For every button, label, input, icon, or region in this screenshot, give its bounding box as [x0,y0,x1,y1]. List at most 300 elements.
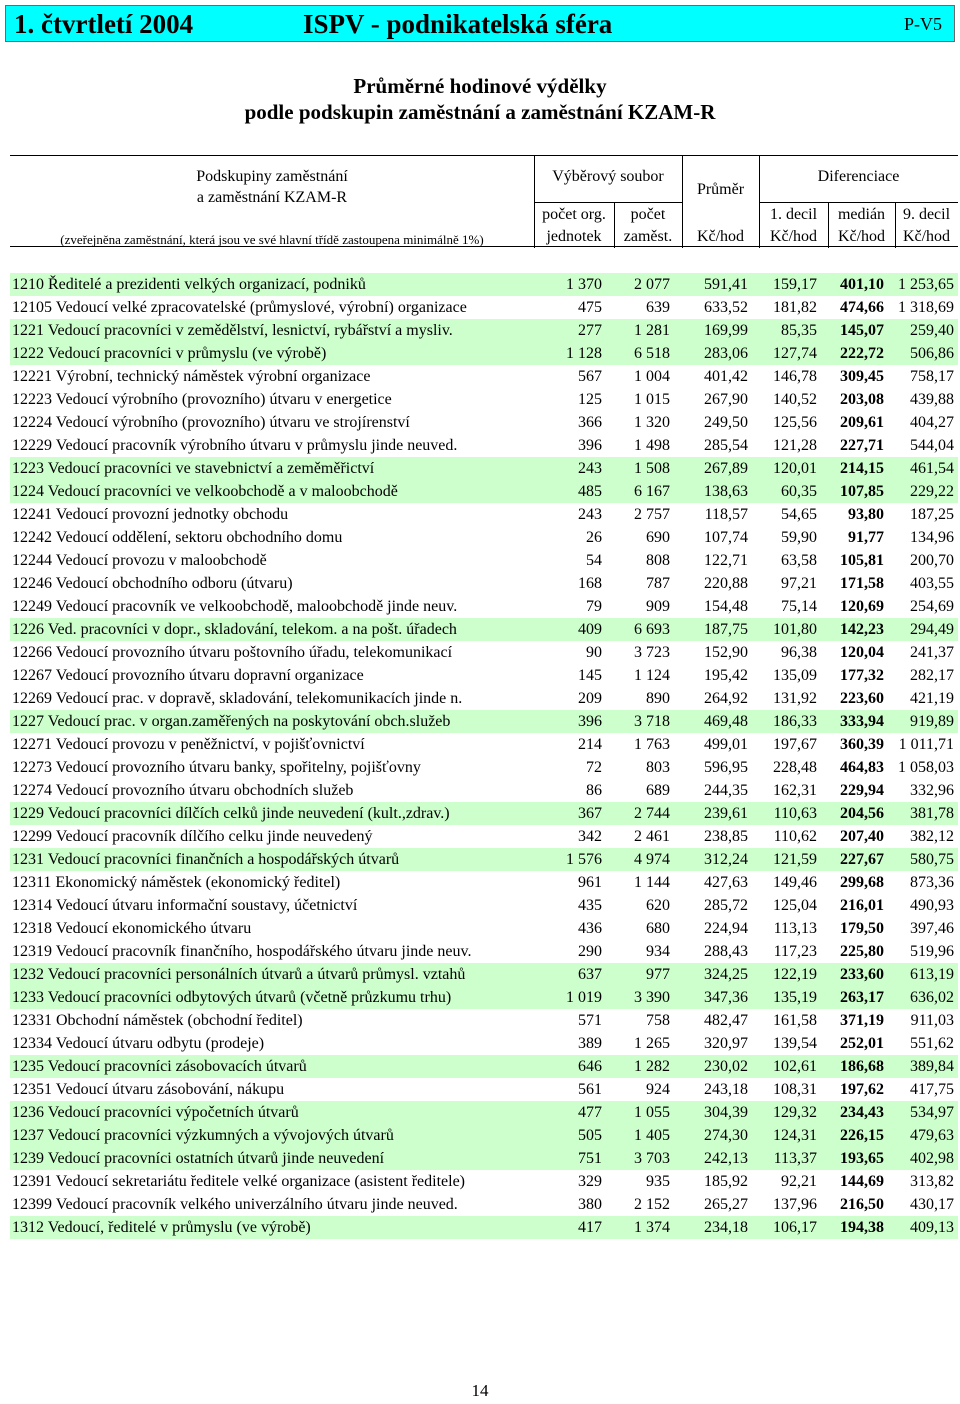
row-emp-count: 808 [646,552,670,569]
row-org-count: 209 [578,690,602,707]
row-org-count: 417 [578,1219,602,1236]
banner-code: P-V5 [903,14,942,34]
table-row [10,986,958,1009]
row-name: 1235 Vedoucí pracovníci zásobovacích útvarů [12,1058,307,1075]
row-emp-count: 787 [646,575,670,592]
row-decile-1: 113,37 [773,1150,817,1167]
row-decile-9: 381,78 [910,805,954,822]
row-name: 12351 Vedoucí útvaru zásobování, nákupu [12,1081,285,1098]
table-row [10,963,958,986]
row-median: 120,04 [840,644,884,661]
row-org-count: 561 [578,1081,602,1098]
header-differentiation: Diferenciace [817,168,900,185]
row-average: 401,42 [704,368,748,385]
table-row [10,388,958,411]
row-name: 12224 Vedoucí výrobního (provozního) útvaru ve strojírenství [12,414,410,431]
table-row [10,641,958,664]
row-name: 12319 Vedoucí pracovník finančního, hospodářského útvaru jinde neuv. [12,943,472,960]
row-decile-1: 197,67 [773,736,817,753]
row-median: 222,72 [840,345,884,362]
row-org-count: 1 576 [566,851,602,868]
table-row [10,526,958,549]
row-name: 12269 Vedoucí prac. v dopravě, skladování, telekomunikacích jinde n. [12,690,463,707]
row-emp-count: 2 152 [634,1196,670,1213]
row-emp-count: 2 744 [634,805,670,822]
row-decile-1: 125,56 [773,414,817,431]
row-average: 312,24 [704,851,748,868]
table-row [10,756,958,779]
row-decile-9: 1 011,71 [898,736,954,753]
row-average: 107,74 [704,529,748,546]
row-emp-count: 2 757 [634,506,670,523]
row-emp-count: 934 [646,943,670,960]
table-row [10,664,958,687]
row-decile-1: 101,80 [773,621,817,638]
row-org-count: 243 [578,460,602,477]
row-emp-count: 890 [646,690,670,707]
row-average: 324,25 [704,966,748,983]
row-decile-9: 1 318,69 [898,299,954,316]
row-name: 1210 Ředitelé a prezidenti velkých organizací, podniků [12,276,366,293]
table-row [10,480,958,503]
row-average: 243,18 [704,1081,748,1098]
row-decile-9: 519,96 [910,943,954,960]
row-decile-9: 580,75 [910,851,954,868]
row-median: 209,61 [840,414,884,431]
table-row [10,618,958,641]
row-emp-count: 6 167 [634,483,670,500]
row-decile-9: 919,89 [910,713,954,730]
row-org-count: 961 [578,874,602,891]
row-average: 427,63 [704,874,748,891]
row-org-count: 26 [586,529,602,546]
row-median: 91,77 [848,529,884,546]
row-name: 1232 Vedoucí pracovníci personálních útvarů a útvarů průmysl. vztahů [12,966,466,983]
row-decile-1: 131,92 [773,690,817,707]
row-decile-1: 113,13 [773,920,817,937]
row-emp-count: 690 [646,529,670,546]
row-decile-1: 121,28 [773,437,817,454]
row-decile-1: 59,90 [781,529,817,546]
banner-period: 1. čtvrtletí 2004 [14,9,194,39]
row-median: 225,80 [840,943,884,960]
row-average: 220,88 [704,575,748,592]
row-decile-9: 134,96 [910,529,954,546]
table-row [10,457,958,480]
row-median: 401,10 [840,276,884,293]
row-decile-1: 159,17 [773,276,817,293]
row-name: 1237 Vedoucí pracovníci výzkumných a vývojových útvarů [12,1127,394,1144]
row-median: 309,45 [840,368,884,385]
row-median: 227,67 [840,851,884,868]
header-group-line2: a zaměstnání KZAM-R [196,189,348,206]
row-average: 285,54 [704,437,748,454]
table-row [10,733,958,756]
row-emp-count: 3 390 [634,989,670,1006]
row-name: 12391 Vedoucí sekretariátu ředitele velké organizace (asistent ředitele) [12,1173,465,1190]
row-emp-count: 758 [646,1012,670,1029]
row-emp-count: 1 508 [634,460,670,477]
row-average: 118,57 [704,506,748,523]
row-name: 12242 Vedoucí oddělení, sektoru obchodního domu [12,529,343,546]
row-median: 474,66 [840,299,884,316]
header-emp-unit: zaměst. [623,228,673,245]
row-name: 12331 Obchodní náměstek (obchodní ředitel) [12,1012,303,1029]
row-median: 204,56 [840,805,884,822]
header-sample: Výběrový soubor [552,168,664,185]
row-org-count: 243 [578,506,602,523]
row-name: 12318 Vedoucí ekonomického útvaru [12,920,252,937]
header-median-unit: Kč/hod [837,228,886,245]
row-median: 360,39 [840,736,884,753]
row-name: 1233 Vedoucí pracovníci odbytových útvarů (včetně průzkumu trhu) [12,989,452,1006]
row-emp-count: 935 [646,1173,670,1190]
row-median: 216,01 [840,897,884,914]
row-median: 214,15 [840,460,884,477]
row-decile-9: 873,36 [910,874,954,891]
row-median: 234,43 [840,1104,884,1121]
row-median: 145,07 [840,322,884,339]
row-org-count: 72 [586,759,602,776]
table-row [10,1124,958,1147]
row-org-count: 751 [578,1150,602,1167]
row-name: 1222 Vedoucí pracovníci v průmyslu (ve výrobě) [12,345,327,362]
table-row [10,1216,958,1239]
row-median: 179,50 [840,920,884,937]
row-decile-9: 404,27 [910,414,954,431]
row-org-count: 1 370 [566,276,602,293]
table-row [10,296,958,319]
row-average: 482,47 [704,1012,748,1029]
row-median: 177,32 [840,667,884,684]
row-median: 142,23 [840,621,884,638]
row-decile-1: 92,21 [781,1173,817,1190]
row-decile-9: 382,12 [910,828,954,845]
row-org-count: 145 [578,667,602,684]
header-average-unit: Kč/hod [696,228,745,245]
row-average: 138,63 [704,483,748,500]
header-average: Průměr [696,181,745,198]
row-median: 107,85 [840,483,884,500]
report-banner [5,5,955,42]
row-median: 226,15 [840,1127,884,1144]
row-average: 304,39 [704,1104,748,1121]
header-emp-count: počet [630,206,666,223]
row-emp-count: 680 [646,920,670,937]
row-decile-9: 421,19 [910,690,954,707]
table-row [10,572,958,595]
row-average: 283,06 [704,345,748,362]
row-median: 193,65 [840,1150,884,1167]
row-emp-count: 1 281 [634,322,670,339]
row-name: 12314 Vedoucí útvaru informační soustavy, účetnictví [12,897,358,914]
row-org-count: 290 [578,943,602,960]
row-name: 12221 Výrobní, technický náměstek výrobní organizace [12,368,371,385]
header-decile-9: 9. decil [902,206,951,223]
row-org-count: 342 [578,828,602,845]
row-decile-9: 544,04 [910,437,954,454]
row-decile-9: 911,03 [910,1012,954,1029]
row-emp-count: 3 703 [634,1150,670,1167]
row-median: 194,38 [840,1219,884,1236]
table-header [10,155,958,247]
row-decile-9: 229,22 [910,483,954,500]
table-row [10,1147,958,1170]
row-emp-count: 3 718 [634,713,670,730]
row-average: 152,90 [704,644,748,661]
row-name: 12274 Vedoucí provozního útvaru obchodních služeb [12,782,354,799]
row-emp-count: 1 265 [634,1035,670,1052]
row-average: 234,18 [704,1219,748,1236]
row-org-count: 366 [578,414,602,431]
row-median: 186,68 [840,1058,884,1075]
row-decile-9: 403,55 [910,575,954,592]
row-org-count: 396 [578,437,602,454]
page-number: 14 [471,1381,489,1400]
table-row [10,1193,958,1216]
row-emp-count: 1 763 [634,736,670,753]
row-average: 591,41 [704,276,748,293]
row-name: 1221 Vedoucí pracovníci v zemědělství, lesnictví, rybářství a mysliv. [12,322,453,339]
row-name: 1224 Vedoucí pracovníci ve velkoobchodě a v maloobchodě [12,483,398,500]
row-name: 12334 Vedoucí útvaru odbytu (prodeje) [12,1035,265,1052]
row-org-count: 485 [578,483,602,500]
row-decile-1: 96,38 [781,644,817,661]
row-decile-9: 200,70 [910,552,954,569]
row-org-count: 277 [578,322,602,339]
row-median: 197,62 [840,1081,884,1098]
row-decile-1: 146,78 [773,368,817,385]
row-average: 499,01 [704,736,748,753]
row-org-count: 505 [578,1127,602,1144]
row-decile-9: 534,97 [910,1104,954,1121]
row-decile-1: 102,61 [773,1058,817,1075]
row-decile-1: 122,19 [773,966,817,983]
row-decile-1: 117,23 [773,943,817,960]
row-decile-9: 479,63 [910,1127,954,1144]
header-decile-1: 1. decil [769,206,818,223]
header-org-count: počet org. [542,206,606,223]
row-name: 12249 Vedoucí pracovník ve velkoobchodě, maloobchodě jinde neuv. [12,598,458,615]
row-decile-9: 439,88 [910,391,954,408]
row-name: 12273 Vedoucí provozního útvaru banky, spořitelny, pojišťovny [12,759,421,776]
row-emp-count: 1 144 [634,874,670,891]
table-row [10,319,958,342]
row-median: 371,19 [840,1012,884,1029]
row-decile-9: 254,69 [910,598,954,615]
row-average: 239,61 [704,805,748,822]
row-average: 238,85 [704,828,748,845]
row-org-count: 329 [578,1173,602,1190]
row-name: 12266 Vedoucí provozního útvaru poštovního úřadu, telekomunikací [12,644,453,661]
table-row [10,434,958,457]
row-name: 12399 Vedoucí pracovník velkého univerzálního útvaru jinde neuved. [12,1196,458,1213]
row-average: 347,36 [704,989,748,1006]
row-emp-count: 1 015 [634,391,670,408]
row-emp-count: 639 [646,299,670,316]
row-decile-9: 402,98 [910,1150,954,1167]
row-average: 285,72 [704,897,748,914]
banner-survey: ISPV - podnikatelská sféra [303,9,613,39]
row-name: 1226 Ved. pracovníci v dopr., skladování, telekom. a na pošt. úřadech [12,621,457,638]
row-org-count: 214 [578,736,602,753]
row-average: 154,48 [704,598,748,615]
row-emp-count: 1 498 [634,437,670,454]
row-emp-count: 2 461 [634,828,670,845]
row-decile-9: 430,17 [910,1196,954,1213]
row-decile-1: 135,19 [773,989,817,1006]
header-group-note: (zveřejněna zaměstnání, která jsou ve své hlavní třídě zastoupena minimálně 1%) [60,232,484,247]
row-org-count: 1 019 [566,989,602,1006]
row-median: 93,80 [848,506,884,523]
row-decile-9: 294,49 [910,621,954,638]
row-median: 227,71 [840,437,884,454]
row-decile-1: 120,01 [773,460,817,477]
header-decile-1-unit: Kč/hod [769,228,818,245]
table-row [10,503,958,526]
row-median: 233,60 [840,966,884,983]
row-decile-1: 110,63 [773,805,817,822]
row-median: 120,69 [840,598,884,615]
table-row [10,848,958,871]
table-row [10,940,958,963]
row-decile-1: 129,32 [773,1104,817,1121]
row-decile-1: 85,35 [781,322,817,339]
row-median: 171,58 [840,575,884,592]
row-emp-count: 1 320 [634,414,670,431]
row-average: 169,99 [704,322,748,339]
row-average: 596,95 [704,759,748,776]
row-name: 12244 Vedoucí provozu v maloobchodě [12,552,267,569]
row-org-count: 475 [578,299,602,316]
row-decile-1: 140,52 [773,391,817,408]
row-decile-9: 461,54 [910,460,954,477]
row-name: 12105 Vedoucí velké zpracovatelské (průmyslové, výrobní) organizace [12,299,467,316]
table-row [10,595,958,618]
row-decile-1: 124,31 [773,1127,817,1144]
row-org-count: 477 [578,1104,602,1121]
table-row [10,549,958,572]
row-org-count: 380 [578,1196,602,1213]
row-median: 299,68 [840,874,884,891]
row-emp-count: 1 055 [634,1104,670,1121]
row-name: 12311 Ekonomický náměstek (ekonomický ředitel) [12,874,341,891]
table-row [10,779,958,802]
table-row [10,1055,958,1078]
row-name: 1231 Vedoucí pracovníci finančních a hospodářských útvarů [12,851,400,868]
row-average: 230,02 [704,1058,748,1075]
row-decile-1: 63,58 [781,552,817,569]
row-name: 1239 Vedoucí pracovníci ostatních útvarů jinde neuvedení [12,1150,385,1167]
row-median: 105,81 [840,552,884,569]
row-emp-count: 977 [646,966,670,983]
row-emp-count: 4 974 [634,851,670,868]
row-org-count: 367 [578,805,602,822]
table-row [10,365,958,388]
row-average: 224,94 [704,920,748,937]
row-decile-1: 161,58 [773,1012,817,1029]
row-decile-1: 127,74 [773,345,817,362]
row-decile-9: 636,02 [910,989,954,1006]
row-org-count: 389 [578,1035,602,1052]
row-emp-count: 2 077 [634,276,670,293]
row-emp-count: 1 124 [634,667,670,684]
row-decile-9: 1 058,03 [898,759,954,776]
row-median: 263,17 [840,989,884,1006]
row-median: 216,50 [840,1196,884,1213]
row-decile-1: 75,14 [781,598,817,615]
row-name: 12241 Vedoucí provozní jednotky obchodu [12,506,289,523]
row-org-count: 436 [578,920,602,937]
row-average: 265,27 [704,1196,748,1213]
row-emp-count: 924 [646,1081,670,1098]
table-row [10,894,958,917]
row-decile-9: 758,17 [910,368,954,385]
row-org-count: 1 128 [566,345,602,362]
row-name: 1236 Vedoucí pracovníci výpočetních útvarů [12,1104,299,1121]
row-name: 12246 Vedoucí obchodního odboru (útvaru) [12,575,293,592]
table-row [10,411,958,434]
row-name: 1223 Vedoucí pracovníci ve stavebnictví a zeměměřictví [12,460,375,477]
row-average: 264,92 [704,690,748,707]
table-row [10,917,958,940]
row-decile-1: 106,17 [773,1219,817,1236]
table-row [10,1101,958,1124]
table-row [10,342,958,365]
table-row [10,1032,958,1055]
row-average: 185,92 [704,1173,748,1190]
header-divider [534,202,682,203]
row-name: 12271 Vedoucí provozu v peněžnictví, v pojišťovnictví [12,736,365,753]
table-row [10,871,958,894]
row-decile-1: 60,35 [781,483,817,500]
row-median: 333,94 [840,713,884,730]
row-decile-9: 613,19 [910,966,954,983]
row-org-count: 168 [578,575,602,592]
row-decile-1: 108,31 [773,1081,817,1098]
table-row [10,1078,958,1101]
row-decile-9: 332,96 [910,782,954,799]
table-row [10,1170,958,1193]
row-emp-count: 1 405 [634,1127,670,1144]
row-median: 229,94 [840,782,884,799]
row-emp-count: 689 [646,782,670,799]
row-decile-9: 187,25 [910,506,954,523]
row-decile-1: 137,96 [773,1196,817,1213]
table-row [10,687,958,710]
row-org-count: 86 [586,782,602,799]
row-decile-1: 186,33 [773,713,817,730]
row-median: 207,40 [840,828,884,845]
row-org-count: 435 [578,897,602,914]
row-decile-1: 149,46 [773,874,817,891]
row-org-count: 396 [578,713,602,730]
row-emp-count: 6 693 [634,621,670,638]
row-average: 267,89 [704,460,748,477]
row-name: 1227 Vedoucí prac. v organ.zaměřených na poskytování obch.služeb [12,713,451,730]
row-average: 633,52 [704,299,748,316]
row-emp-count: 803 [646,759,670,776]
row-decile-1: 139,54 [773,1035,817,1052]
row-decile-9: 490,93 [910,897,954,914]
row-decile-9: 282,17 [910,667,954,684]
row-emp-count: 3 723 [634,644,670,661]
row-org-count: 567 [578,368,602,385]
row-average: 122,71 [704,552,748,569]
row-average: 242,13 [704,1150,748,1167]
row-median: 144,69 [840,1173,884,1190]
row-emp-count: 1 374 [634,1219,670,1236]
